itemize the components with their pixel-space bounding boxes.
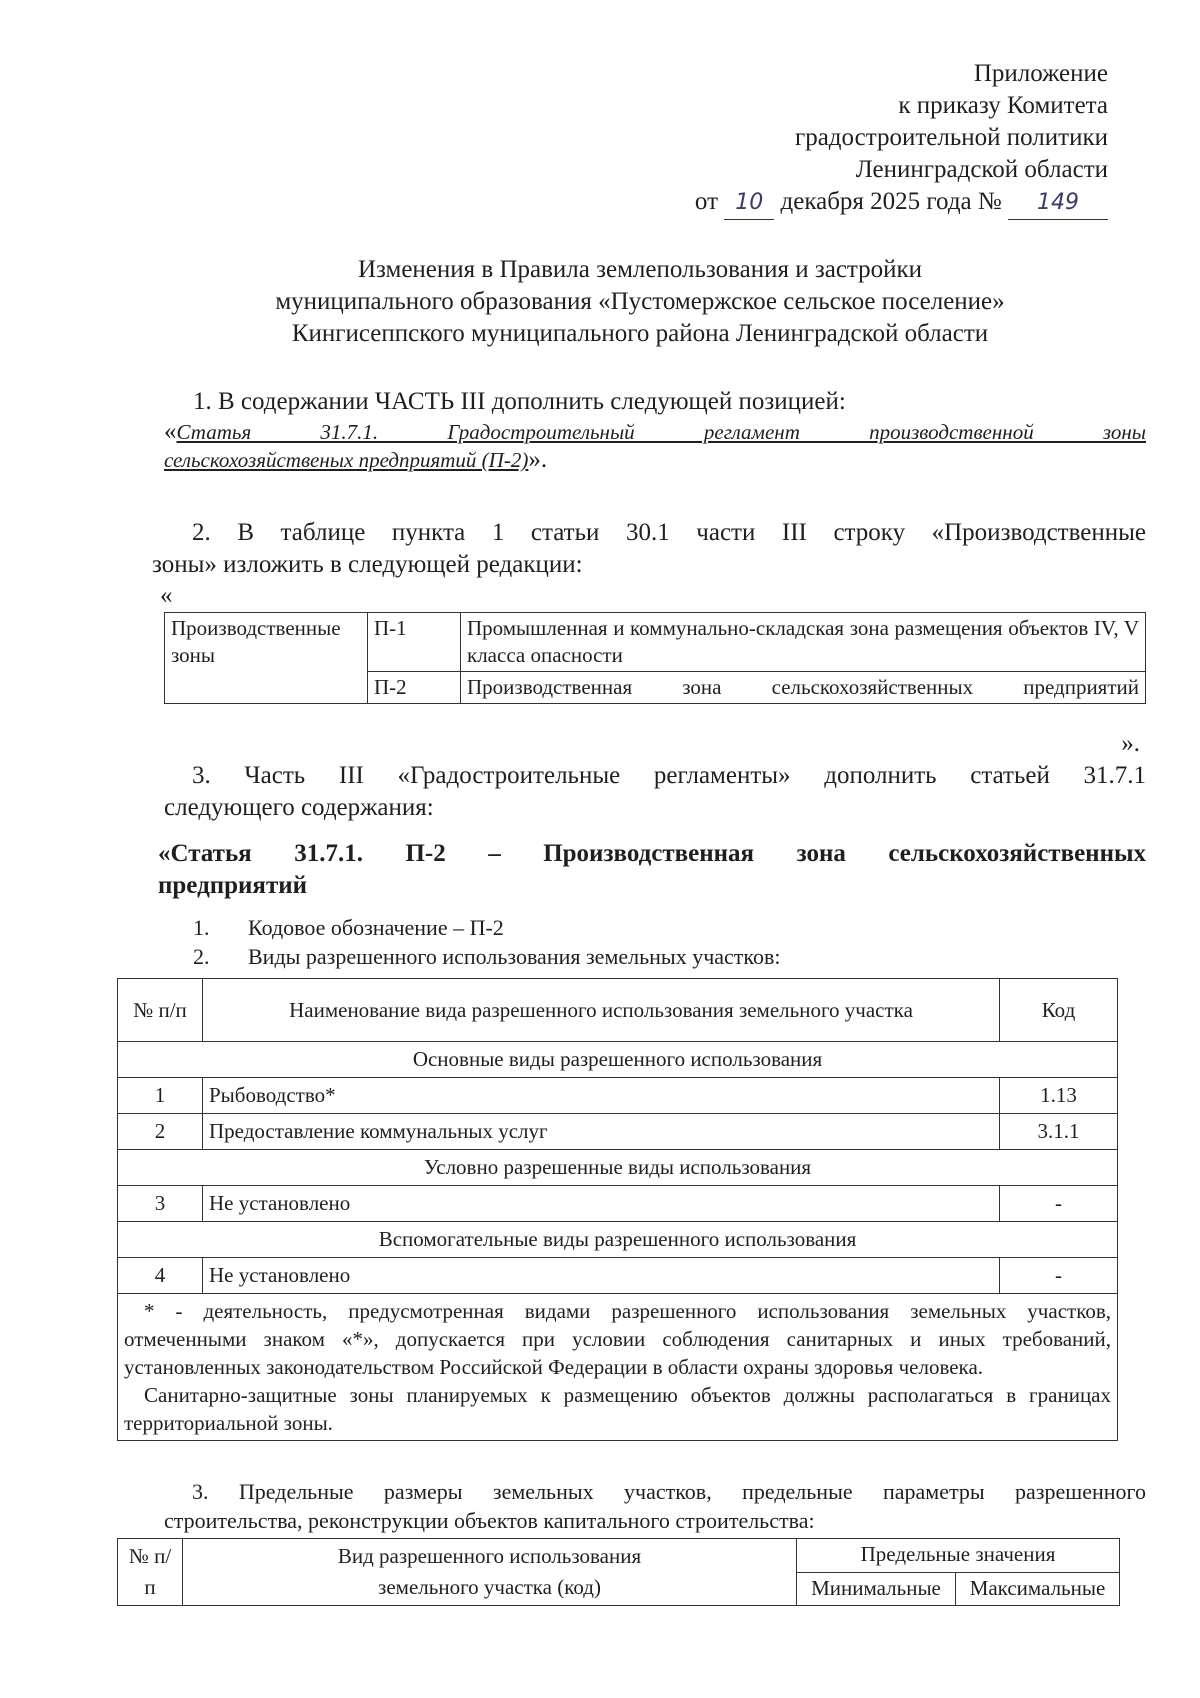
row-name: Рыбоводство* xyxy=(203,1078,1000,1114)
title-line-3: Кингисеппского муниципального района Ленинградской области xyxy=(291,320,989,347)
table-row xyxy=(165,613,1146,672)
item-1-link-line-1 xyxy=(164,418,1146,446)
item-1-text: 1. В содержании ЧАСТЬ III дополнить следующей позицией: xyxy=(193,388,846,415)
limits-name-line-2: земельного участка (код) xyxy=(378,1575,601,1599)
date-prefix: от xyxy=(694,188,719,215)
row-num: 3 xyxy=(118,1186,203,1222)
header-line-3: градостроительной политики xyxy=(794,124,1108,151)
note-1: * - деятельность, предусмотренная видами разрешенного использования земельных участков, отмеченными знаком «*», допускается при условии соблюдения санитарных и иных требований, установленных законодательством Российской Федерации в области охраны здоровья человека. xyxy=(124,1299,1111,1379)
article-link-text-2: сельскохозяйственых предприятий (П-2) xyxy=(164,448,529,472)
row-num: 2 xyxy=(118,1114,203,1150)
article-link-text-1: Статья 31.7.1. Градостроительный регламент производственной зоны xyxy=(176,420,1146,444)
table-row xyxy=(118,1114,1118,1150)
sub-item-1: 1. Кодовое обозначение – П-2 xyxy=(193,915,504,940)
row-code: 3.1.1 xyxy=(1000,1114,1118,1150)
article-heading-line-2: предприятий xyxy=(158,872,308,899)
limits-values-header: Предельные значения xyxy=(797,1539,1120,1573)
zones-table xyxy=(164,612,1146,704)
note-2: Санитарно-защитные зоны планируемых к размещению объектов должны располагаться в границах территориальной зоны. xyxy=(124,1383,1111,1435)
item-3-line-2: следующего содержания: xyxy=(164,794,434,821)
section-auxiliary: Вспомогательные виды разрешенного использования xyxy=(118,1222,1118,1258)
header-num: № п/п xyxy=(118,979,203,1042)
zone-code-cell: П-2 xyxy=(368,672,461,704)
article-heading-line-1: «Статья 31.7.1. П-2 – Производственная зона сельскохозяйственных xyxy=(158,840,1146,867)
zone-code-cell: П-1 xyxy=(368,613,461,672)
item-2-line-2: зоны» изложить в следующей редакции: xyxy=(152,551,583,578)
header-code: Код xyxy=(1000,979,1118,1042)
item-2-line-1-text: 2. В таблице пункта 1 статьи 30.1 части III строку «Производственные xyxy=(192,519,1146,546)
table-row xyxy=(118,1186,1118,1222)
row-code: - xyxy=(1000,1186,1118,1222)
table-header-row xyxy=(118,1539,1120,1573)
row-code: 1.13 xyxy=(1000,1078,1118,1114)
row-name: Не установлено xyxy=(203,1186,1000,1222)
section-row xyxy=(118,1222,1118,1258)
item-3b-line-2: строительства, реконструкции объектов капитального строительства: xyxy=(164,1508,815,1533)
quote-open: « xyxy=(164,418,177,445)
section-conditional: Условно разрешенные виды использования xyxy=(118,1150,1118,1186)
notes-cell xyxy=(118,1294,1118,1441)
item-3-line-1 xyxy=(164,760,1146,792)
zone-name-text: Производственная зона сельскохозяйственных предприятий xyxy=(467,675,1139,699)
row-num: 4 xyxy=(118,1258,203,1294)
date-rest: декабря 2025 года № xyxy=(780,188,1002,215)
row-num: 1 xyxy=(118,1078,203,1114)
row-code: - xyxy=(1000,1258,1118,1294)
header-date-line xyxy=(695,186,1108,220)
title-line-1: Изменения в Правила землепользования и застройки xyxy=(357,256,923,283)
zone-name-cell xyxy=(461,672,1146,704)
header-line-2: к приказу Комитета xyxy=(898,92,1108,119)
item-3-line-1-text: 3. Часть III «Градостроительные регламенты» дополнить статьей 31.7.1 xyxy=(192,762,1146,789)
table-row xyxy=(118,1078,1118,1114)
zone-name-cell: Промышленная и коммунально-складская зона размещения объектов IV, V класса опасности xyxy=(461,613,1146,672)
permitted-uses-table xyxy=(117,978,1118,1441)
limits-table xyxy=(117,1538,1120,1606)
order-number-handwritten: 149 xyxy=(1008,187,1108,220)
item-3b-line-1 xyxy=(164,1477,1146,1506)
header-name: Наименование вида разрешенного использования земельного участка xyxy=(203,979,1000,1042)
item-3b-line-1-text: 3. Предельные размеры земельных участков, предельные параметры разрешенного xyxy=(192,1479,1146,1504)
header-line-1: Приложение xyxy=(973,60,1108,87)
limits-name-line-1: Вид разрешенного использования xyxy=(337,1544,642,1568)
sub-item-2: 2. Виды разрешенного использования земельных участков: xyxy=(193,944,781,969)
quote-close: ». xyxy=(528,446,548,473)
zone-group-cell: Производственные зоны xyxy=(165,613,368,704)
approval-header xyxy=(695,58,1108,220)
title-line-2: муниципального образования «Пустомержское сельское поселение» xyxy=(275,288,1005,315)
row-name: Не установлено xyxy=(203,1258,1000,1294)
section-row xyxy=(118,1042,1118,1078)
item-1-link-line-2 xyxy=(164,446,547,474)
header-line-4: Ленинградской области xyxy=(855,156,1108,183)
limits-max-header: Максимальные xyxy=(956,1572,1120,1606)
row-name: Предоставление коммунальных услуг xyxy=(203,1114,1000,1150)
date-day-handwritten: 10 xyxy=(724,187,774,220)
section-row xyxy=(118,1150,1118,1186)
notes-row xyxy=(118,1294,1118,1441)
item-2-line-1 xyxy=(164,517,1146,549)
table-row xyxy=(118,1258,1118,1294)
section-main: Основные виды разрешенного использования xyxy=(118,1042,1118,1078)
table-header-row xyxy=(118,979,1118,1042)
item-2-quote-close: ». xyxy=(1121,730,1140,757)
limits-min-header: Минимальные xyxy=(797,1572,956,1606)
limits-num-header: № п/п xyxy=(118,1539,183,1606)
limits-name-header xyxy=(183,1539,797,1606)
item-2-quote-open: « xyxy=(160,582,173,609)
document-title xyxy=(140,254,1140,350)
